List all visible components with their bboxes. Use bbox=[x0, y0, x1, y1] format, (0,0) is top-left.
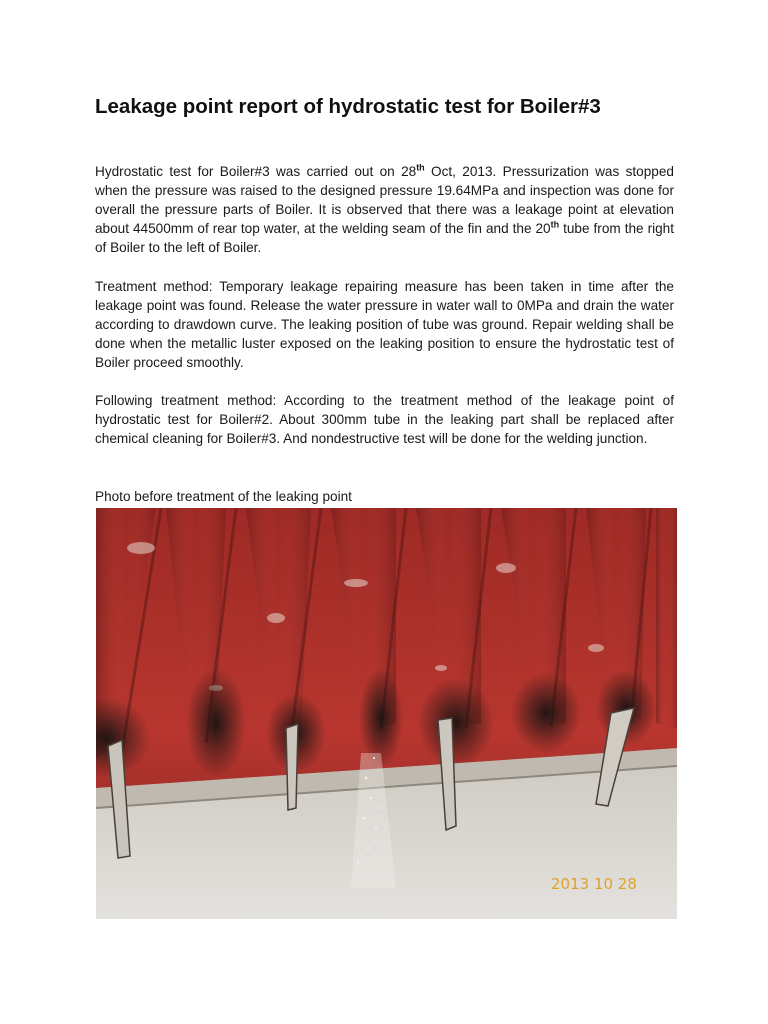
paragraph-following-treatment: Following treatment method: According to the treatment method of the leakage point of hydrostatic test for Boiler#2. About 300mm tube in the leaking part shall be replaced after chemical cleaning for Boiler#3. And nondestructive test will be done for the welding junction. bbox=[95, 393, 674, 446]
paragraph-treatment-method: Treatment method: Temporary leakage repairing measure has been taken in time after the leakage point was found. Release the water pressure in water wall to 0MPa and drain the water according to drawdown curve. The leaking position of tube was ground. Repair welding shall be done when the metallic luster exposed on the leaking position to ensure the hydrostatic test of Boiler proceed smoothly. bbox=[95, 279, 674, 370]
document-title: Leakage point report of hydrostatic test for Boiler#3 bbox=[95, 95, 601, 118]
paragraph1-part-c: tube from the right of Boiler to the left of Boiler. bbox=[95, 221, 675, 255]
ordinal-suffix: th bbox=[550, 219, 560, 230]
paragraph-test-description bbox=[95, 162, 674, 257]
ordinal-suffix: th bbox=[416, 162, 425, 173]
photo-caption: Photo before treatment of the leaking point bbox=[95, 489, 352, 504]
paragraph1-part-a: Hydrostatic test for Boiler#3 was carried out on 28 bbox=[95, 164, 417, 179]
leaking-point-photo bbox=[96, 508, 677, 919]
photo-date-stamp: 2013 10 28 bbox=[551, 875, 637, 893]
paragraph1-part-b: Oct, 2013. Pressurization was stopped when the pressure was raised to the designed pressure 19.64MPa and inspection was done for overall the pressure parts of Boiler. It is observed that there was a leakage point at elevation about 44500mm of rear top water, at the welding seam of the fin and the 20 bbox=[95, 164, 674, 236]
